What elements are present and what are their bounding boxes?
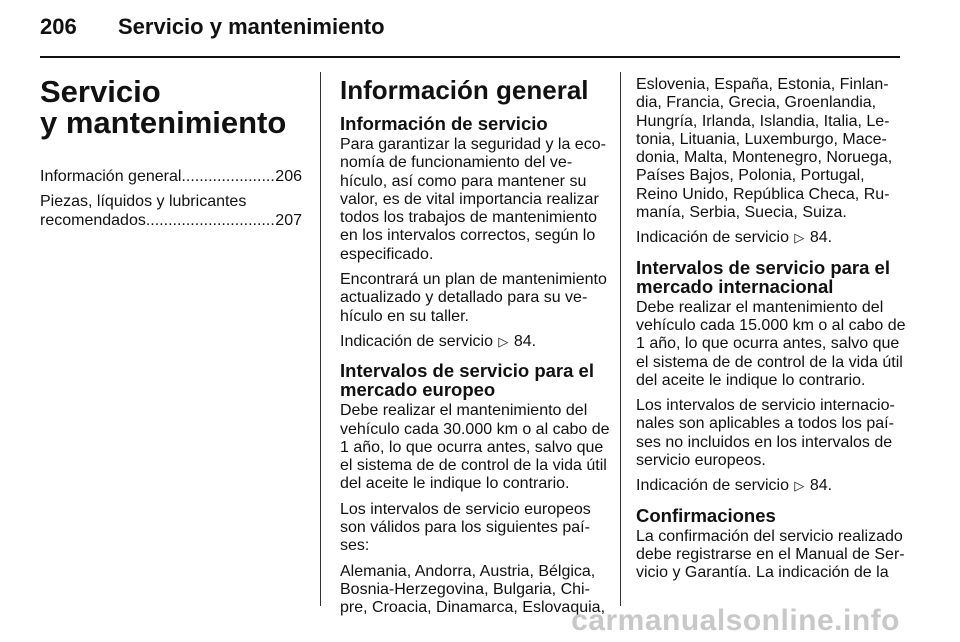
paragraph: Debe realizar el mantenimiento del vehículo cada 15.000 km o al cabo de 1 año, lo que ocurra antes, salvo que el sistema de de control de la vida útil del aceite le indique lo contrario.	[636, 298, 906, 389]
cross-reference[interactable]: Indicación de servicio ▷ 84.	[340, 332, 537, 350]
reference-arrow-icon: ▷	[498, 333, 509, 349]
reference-page: 84.	[809, 477, 833, 495]
column-1	[40, 76, 302, 237]
toc-entry-informacion-general[interactable]: Información general ..... 206	[40, 168, 302, 186]
cross-reference[interactable]: Indicación de servicio ▷ 84.	[636, 229, 833, 247]
header-rule	[40, 56, 900, 58]
column-divider-1	[320, 72, 321, 606]
paragraph: Eslovenia, España, Estonia, Finlan- dia, Francia, Grecia, Groenlandia, Hungría, Irlanda, Islandia, Italia, Le- tonia, Lituania, Luxemburgo, Mace- donia, Malta, Montenegro, Noruega, Países Bajos, Polonia, Portugal, Reino Unido, República Checa, Ru- manía, Serbia, Suecia, Suiza.	[636, 76, 893, 222]
cross-reference[interactable]: Indicación de servicio ▷ 84.	[636, 477, 833, 495]
toc-page: 207	[275, 211, 302, 229]
subheading-confirmaciones: Confirmaciones	[636, 504, 776, 526]
paragraph: Los intervalos de servicio europeos son válidos para los siguientes paí- ses:	[340, 500, 591, 555]
chapter-title: Servicio y mantenimiento	[40, 74, 287, 140]
section-title: Información general	[340, 75, 589, 105]
column-3	[636, 76, 906, 590]
subheading-mercado-internacional: Intervalos de servicio para el mercado internacional	[636, 256, 890, 297]
subheading-mercado-europeo: Intervalos de servicio para el mercado europeo	[340, 360, 594, 401]
paragraph: Para garantizar la seguridad y la eco- nomía de funcionamiento del ve- hículo, así como para mantener su valor, es de vital importancia realizar todos los trabajos de mantenimiento en los intervalos correctos, según lo especificado.	[340, 136, 606, 263]
column-2	[340, 76, 610, 625]
paragraph: Encontrará un plan de mantenimiento actualizado y detallado para su ve- hículo en su taller.	[340, 271, 607, 325]
page-number: 206	[40, 14, 77, 39]
toc-leader-dots	[146, 212, 275, 230]
paragraph: Debe realizar el mantenimiento del vehículo cada 30.000 km o al cabo de 1 año, lo que ocurra antes, salvo que el sistema de de control de la vida útil del aceite le indique lo contrario.	[340, 402, 610, 493]
site-watermark: carmanualsonline.info	[571, 604, 900, 637]
running-title: Servicio y mantenimiento	[118, 14, 385, 39]
column-divider-2	[620, 72, 621, 606]
reference-arrow-icon: ▷	[794, 230, 805, 246]
reference-page: 84.	[513, 332, 537, 350]
reference-page: 84.	[809, 229, 833, 247]
paragraph: La confirmación del servicio realizado debe registrarse en el Manual de Ser- vicio y Garantía. La indicación de la	[636, 527, 905, 582]
reference-arrow-icon: ▷	[794, 478, 805, 494]
paragraph: Los intervalos de servicio internacio- nales son aplicables a todos los paí- ses no incluidos en los intervalos de servicio europeos.	[636, 397, 895, 470]
toc-leader-dots	[181, 168, 275, 186]
subheading-informacion-servicio: Información de servicio	[340, 113, 548, 134]
toc-entry-piezas-liquidos[interactable]: Piezas, líquidos y lubricantes recomendados ..... 207	[40, 193, 302, 230]
toc-page: 206	[275, 168, 302, 185]
paragraph: Alemania, Andorra, Austria, Bélgica, Bosnia-Herzegovina, Bulgaria, Chi- pre, Croacia, Dinamarca, Eslovaquia,	[340, 562, 606, 617]
